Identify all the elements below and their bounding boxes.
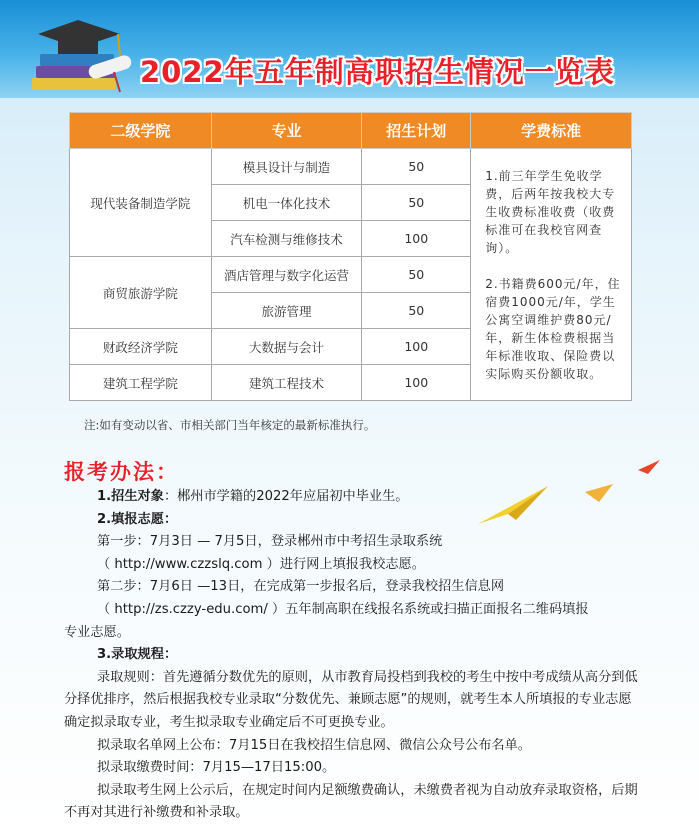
step1-url: （ http://www.czzslq.com ）进行网上填报我校志愿。	[97, 556, 425, 572]
list-text: 拟录取名单网上公布：7月15日在我校招生信息网、微信公众号公布名单。	[97, 737, 531, 753]
college-cell: 现代装备制造学院	[70, 149, 212, 257]
plan-cell: 50	[362, 149, 471, 185]
paper-plane-icon	[585, 484, 613, 502]
rules-colon: ：	[163, 647, 178, 663]
header-major: 专业	[211, 113, 362, 149]
step1-text: 第一步：7月3日 — 7月5日，登录郴州市中考招生录取系统	[97, 534, 443, 550]
college-cell: 商贸旅游学院	[70, 257, 212, 329]
target-label: 1.招生对象	[97, 489, 164, 504]
major-cell: 酒店管理与数字化运营	[211, 257, 362, 293]
fee-cell	[471, 149, 632, 401]
major-cell: 大数据与会计	[211, 329, 362, 365]
header-college: 二级学院	[70, 113, 212, 149]
final-text: 拟录取考生网上公示后，在规定时间内足额缴费确认，未缴费者视为自动放弃录取资格，后期不再对其进行补缴费和补录取。	[64, 782, 638, 821]
paper-plane-icon	[638, 460, 660, 474]
paper-plane-icon	[478, 484, 550, 526]
plan-cell: 50	[362, 185, 471, 221]
plan-cell: 100	[362, 221, 471, 257]
step2-text: 第二步：7月6日 —13日，在完成第一步报名后，登录我校招生信息网	[97, 579, 505, 595]
table-note: 注:如有变动以省、市相关部门当年核定的最新标准执行。	[84, 418, 376, 432]
major-cell: 汽车检测与维修技术	[211, 221, 362, 257]
plan-cell: 50	[362, 257, 471, 293]
table-header-row	[70, 113, 632, 149]
plan-cell: 100	[362, 329, 471, 365]
header-fee: 学费标准	[471, 113, 632, 149]
header-plan: 招生计划	[362, 113, 471, 149]
graduation-books-icon	[28, 16, 138, 100]
target-line	[64, 486, 644, 509]
table-row	[70, 149, 632, 185]
volunteer-label: 2.填报志愿	[97, 511, 164, 527]
page-title: 2022年五年制高职招生情况一览表	[140, 55, 615, 89]
step2-tail: 专业志愿。	[64, 624, 130, 640]
major-cell: 模具设计与制造	[211, 149, 362, 185]
plan-cell: 50	[362, 293, 471, 329]
rules-heading	[64, 644, 644, 667]
college-cell: 建筑工程学院	[70, 365, 212, 401]
enrollment-table	[69, 112, 632, 401]
fee-item-1: 1.前三年学生免收学费，后两年按我校大专生收费标准收费（收费标准可在我校官网查询）。	[485, 168, 616, 255]
volunteer-heading	[64, 509, 644, 532]
rules-label: 3.录取规程	[97, 647, 164, 663]
major-cell: 旅游管理	[211, 293, 362, 329]
volunteer-colon: ：	[163, 511, 178, 527]
fee-item-2: 2.书籍费600元/年，住宿费1000元/年，学生公寓空调维护费80元/年，新生体检费根据当年标准收取、保险费以实际购买份额收取。	[485, 276, 621, 381]
rule-text: 录取规则：首先遵循分数优先的原则，从市教育局投档到我校的考生中按中考成绩从高分到低分择优排序，然后根据我校专业录取“分数优先、兼顾志愿”的规则，就考生本人所填报的专业志愿确定拟录取专业，考生拟录取专业确定后不可更换专业。	[64, 669, 638, 730]
apply-content	[64, 486, 644, 824]
major-cell: 机电一体化技术	[211, 185, 362, 221]
target-text: ：郴州市学籍的2022年应届初中毕业生。	[163, 489, 409, 504]
major-cell: 建筑工程技术	[211, 365, 362, 401]
apply-section-title: 报考办法：	[64, 460, 179, 484]
pay-text: 拟录取缴费时间：7月15—17日15:00。	[97, 760, 336, 776]
college-cell: 财政经济学院	[70, 329, 212, 365]
plan-cell: 100	[362, 365, 471, 401]
step2-url: （ http://zs.czzy-edu.com/ ）五年制高职在线报名系统或扫描正面报名二维码填报	[97, 601, 589, 617]
